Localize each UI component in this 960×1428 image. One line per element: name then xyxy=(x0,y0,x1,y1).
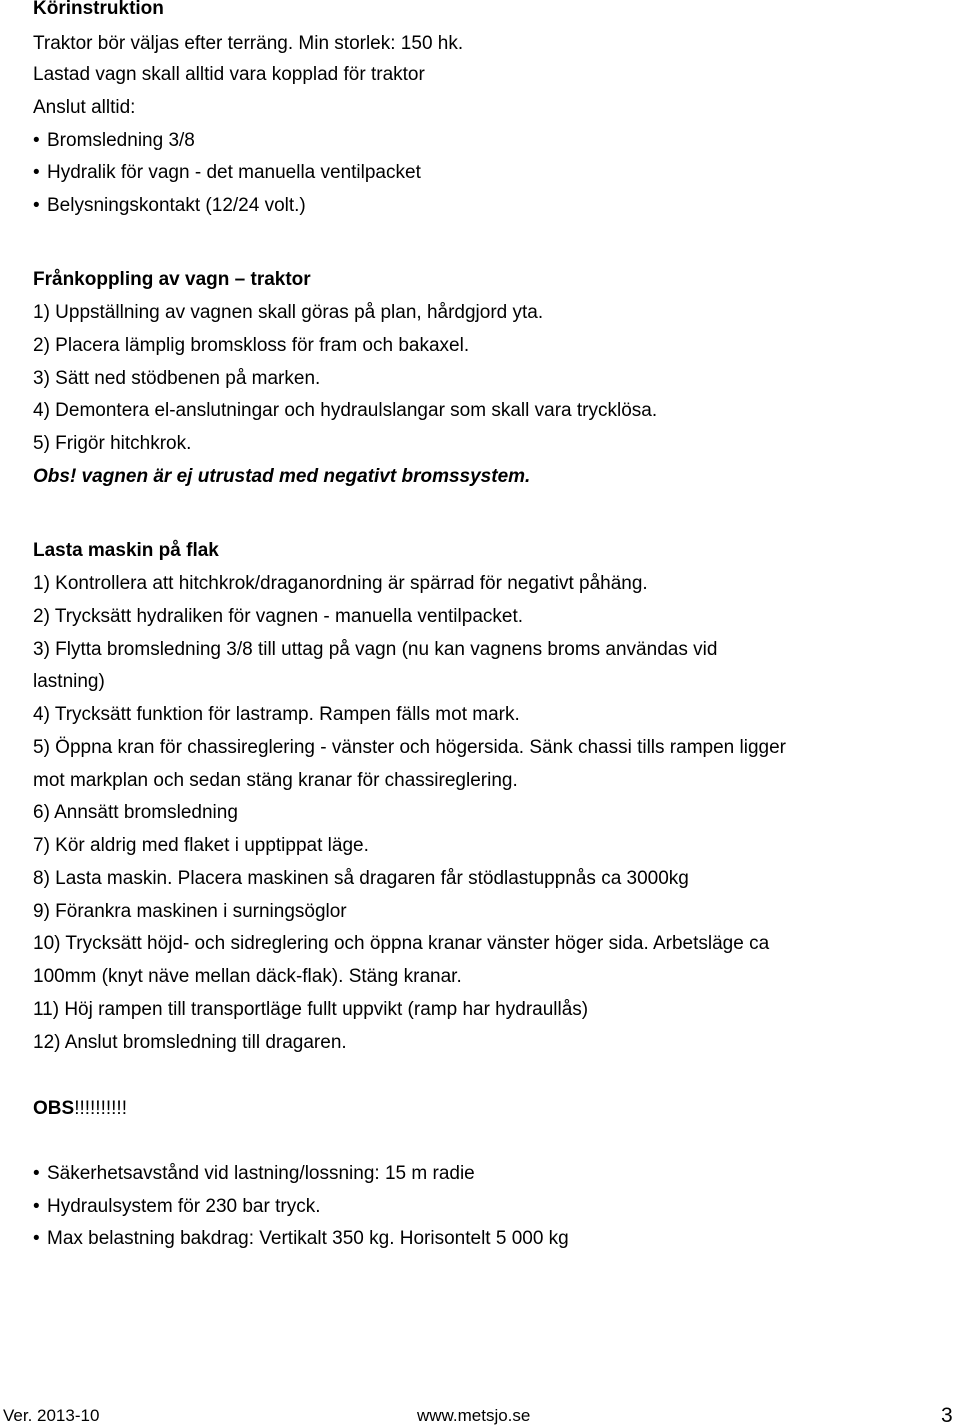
step-item: 5) Öppna kran för chassireglering - vänster och högersida. Sänk chassi tills rampen ligger xyxy=(33,737,786,758)
step-item: 2) Placera lämplig bromskloss för fram och bakaxel. xyxy=(33,335,470,356)
bullet-icon: • xyxy=(33,1196,40,1217)
footer-website: www.metsjo.se xyxy=(417,1406,531,1425)
step-item: 4) Trycksätt funktion för lastramp. Rampen fälls mot mark. xyxy=(33,704,520,725)
text-line: Traktor bör väljas efter terräng. Min storlek: 150 hk. xyxy=(33,33,464,54)
bullet-icon: • xyxy=(33,130,40,151)
step-item: 11) Höj rampen till transportläge fullt uppvikt (ramp har hydraullås) xyxy=(33,999,589,1020)
bullet-icon: • xyxy=(33,195,40,216)
section-heading-korinstruktion: Körinstruktion xyxy=(33,0,164,19)
footer-version: Ver. 2013-10 xyxy=(3,1406,100,1425)
bullet-item: • Bromsledning 3/8 xyxy=(33,130,195,151)
bullet-icon: • xyxy=(33,1163,40,1184)
text-line: Lastad vagn skall alltid vara kopplad för traktor xyxy=(33,64,425,85)
bullet-item: • Belysningskontakt (12/24 volt.) xyxy=(33,195,306,216)
step-item-continuation: mot markplan och sedan stäng kranar för chassireglering. xyxy=(33,770,518,791)
bullet-item: • Hydralik för vagn - det manuella ventilpacket xyxy=(33,162,421,183)
warning-note: Obs! vagnen är ej utrustad med negativt bromssystem. xyxy=(33,466,531,487)
step-item: 3) Flytta bromsledning 3/8 till uttag på vagn (nu kan vagnens broms användas vid xyxy=(33,639,718,660)
step-item: 6) Annsätt bromsledning xyxy=(33,802,238,823)
bullet-item: • Max belastning bakdrag: Vertikalt 350 kg. Horisontelt 5 000 kg xyxy=(33,1228,569,1249)
step-item: 2) Trycksätt hydraliken för vagnen - manuella ventilpacket. xyxy=(33,606,524,627)
bullet-icon: • xyxy=(33,162,40,183)
step-item: 7) Kör aldrig med flaket i upptippat läge. xyxy=(33,835,369,856)
step-item: 8) Lasta maskin. Placera maskinen så dragaren får stödlastuppnås ca 3000kg xyxy=(33,868,689,889)
step-item: 1) Uppställning av vagnen skall göras på plan, hårdgjord yta. xyxy=(33,302,544,323)
step-item-continuation: lastning) xyxy=(33,671,105,692)
step-item: 4) Demontera el-anslutningar och hydraulslangar som skall vara trycklösa. xyxy=(33,400,658,421)
bullet-item: • Säkerhetsavstånd vid lastning/lossning: 15 m radie xyxy=(33,1163,475,1184)
step-item: 5) Frigör hitchkrok. xyxy=(33,433,192,454)
section-heading-lasta: Lasta maskin på flak xyxy=(33,540,219,561)
step-item: 9) Förankra maskinen i surningsöglor xyxy=(33,901,347,922)
section-heading-frankoppling: Frånkoppling av vagn – traktor xyxy=(33,269,311,290)
text-line: Anslut alltid: xyxy=(33,97,136,118)
bullet-item: • Hydraulsystem för 230 bar tryck. xyxy=(33,1196,321,1217)
step-item: 12) Anslut bromsledning till dragaren. xyxy=(33,1032,347,1053)
step-item-continuation: 100mm (knyt näve mellan däck-flak). Stäng kranar. xyxy=(33,966,462,987)
step-item: 1) Kontrollera att hitchkrok/draganordning är spärrad för negativt påhäng. xyxy=(33,573,648,594)
step-item: 10) Trycksätt höjd- och sidreglering och öppna kranar vänster höger sida. Arbetsläge ca xyxy=(33,933,770,954)
bullet-icon: • xyxy=(33,1228,40,1249)
step-item: 3) Sätt ned stödbenen på marken. xyxy=(33,368,321,389)
section-heading-obs: OBS!!!!!!!!!! xyxy=(33,1098,127,1119)
page-number: 3 xyxy=(941,1404,953,1427)
